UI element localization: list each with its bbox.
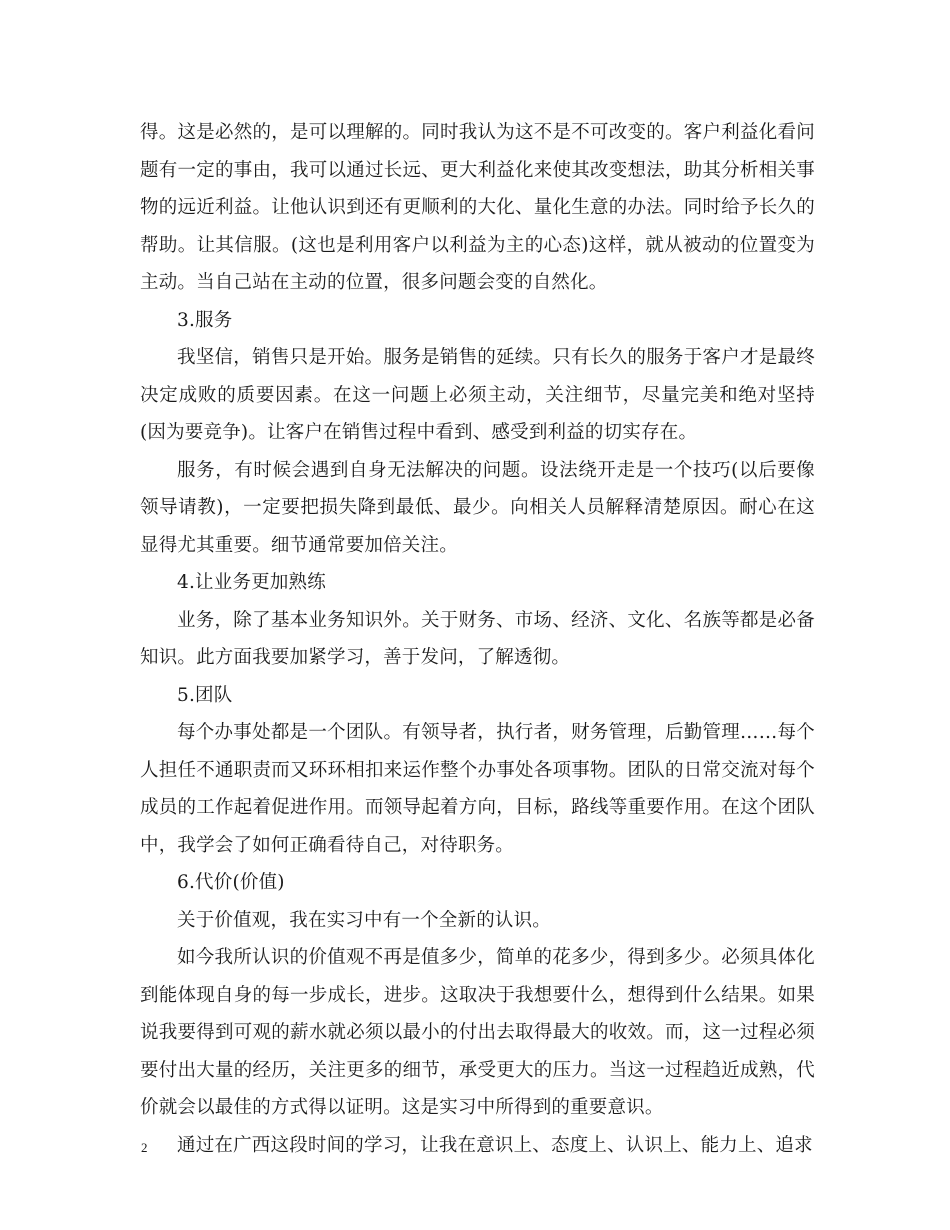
paragraph-5: 业务，除了基本业务知识外。关于财务、市场、经济、文化、名族等都是必备知识。此方面我要加紧学习，善于发问，了解透彻。 xyxy=(140,609,815,668)
section-heading-value: 6.代价(价值) xyxy=(177,872,285,893)
section-heading-business: 4.让业务更加熟练 xyxy=(177,572,326,593)
section-heading-service: 3.服务 xyxy=(177,309,233,331)
paragraph-9: 关于价值观，我在实习中有一个全新的认识。 xyxy=(177,909,552,931)
paragraph-10: 如今我所认识的价值观不再是值多少，简单的花多少，得到多少。必须具体化到能体现自身的每一步成长，进步。这取决于我想要什么，想得到什么结果。如果说我要得到可观的薪水就必须以最小的付出去取得最大的收效。而，这一过程必须要付出大量的经历，关注更多的细节，承受更大的压力。当这一过程趋近成熟，代价就会以最佳的方式得以证明。这是实习中所得到的重要意识。 xyxy=(140,947,815,1118)
section-heading-team: 5.团队 xyxy=(177,684,233,706)
paragraph-11: 通过在广西这段时间的学习，让我在意识上、态度上、认识上、能力上、追求 xyxy=(177,1134,813,1156)
paragraph-3: 服务，有时候会遇到自身无法解决的问题。设法绕开走是一个技巧(以后要像领导请教)，一定要把损失降到最低、最少。向相关人员解释清楚原因。耐心在这显得尤其重要。细节通常要加倍关注。 xyxy=(140,459,815,556)
page-number: 2 xyxy=(141,1140,148,1155)
document-body xyxy=(140,114,815,1164)
paragraph-0: 得。这是必然的，是可以理解的。同时我认为这不是不可改变的。客户利益化看问题有一定的事由，我可以通过长远、更大利益化来使其改变想法，助其分析相关事物的远近利益。让他认识到还有更顺利的大化、量化生意的办法。同时给予长久的帮助。让其信服。(这也是利用客户以利益为主的心态)这样，就从被动的位置变为主动。当自己站在主动的位置，很多问题会变的自然化。 xyxy=(140,122,815,293)
paragraph-7: 每个办事处都是一个团队。有领导者，执行者，财务管理，后勤管理……每个人担任不通职责而又环环相扣来运作整个办事处各项事物。团队的日常交流对每个成员的工作起着促进作用。而领导起着方向，目标，路线等重要作用。在这个团队中，我学会了如何正确看待自己，对待职务。 xyxy=(140,722,815,856)
paragraph-2: 我坚信，销售只是开始。服务是销售的延续。只有长久的服务于客户才是最终决定成败的质要因素。在这一问题上必须主动，关注细节，尽量完美和绝对坚持(因为要竞争)。让客户在销售过程中看到、感受到利益的切实存在。 xyxy=(140,347,815,443)
